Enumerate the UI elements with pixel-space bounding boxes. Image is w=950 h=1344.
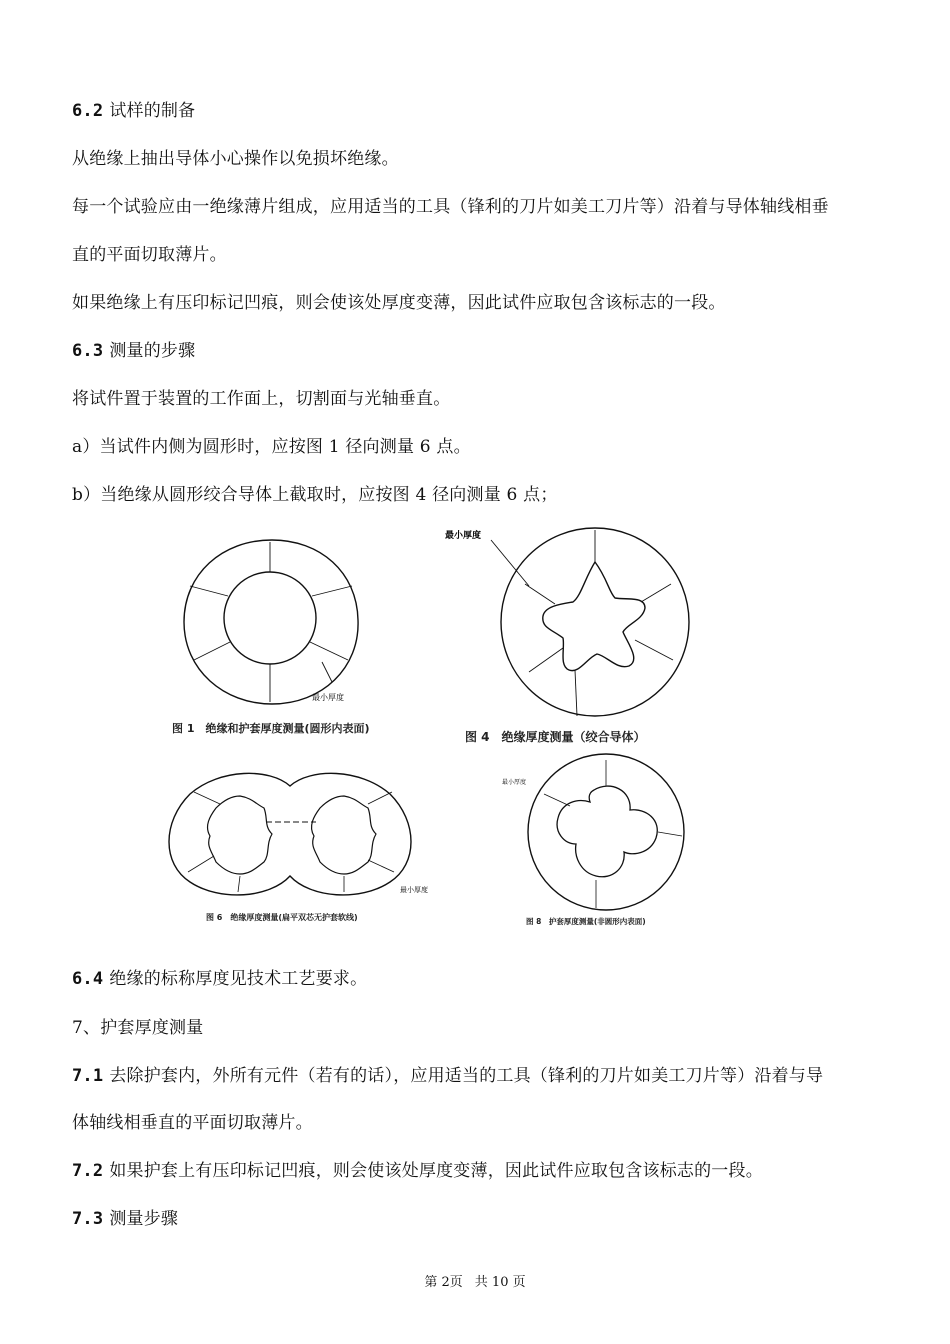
list-item-b: b）当绝缘从圆形绞合导体上截取时，应按图 4 径向测量 6 点； <box>72 485 558 505</box>
figure-8-caption: 图 8 护套厚度测量(非圆形内表面) <box>526 917 646 926</box>
section-number: 6.4 <box>72 969 104 989</box>
paragraph: 直的平面切取薄片。 <box>72 245 227 265</box>
page-number: 第 2页 <box>424 1275 463 1290</box>
section-number: 6.2 <box>72 101 104 121</box>
figure-1-diagram <box>172 532 372 717</box>
figure-6-diagram <box>160 764 428 904</box>
section-title: 测量的步骤 <box>109 341 196 361</box>
section-number: 6.3 <box>72 341 104 361</box>
min-thickness-label: 最小厚度 <box>312 693 344 702</box>
section-number: 7.3 <box>72 1209 104 1229</box>
section-number: 7.2 <box>72 1161 104 1181</box>
section-title: 绝缘的标称厚度见技术工艺要求。 <box>109 969 368 989</box>
figure-4-diagram <box>445 520 695 720</box>
paragraph-text: 如果护套上有压印标记凹痕，则会使该处厚度变薄，因此试件应取包含该标志的一段。 <box>109 1161 763 1181</box>
section-title: 试样的制备 <box>109 101 196 121</box>
paragraph: 将试件置于装置的工作面上，切割面与光轴垂直。 <box>72 389 451 409</box>
heading-7-3 <box>72 1204 178 1229</box>
list-item-a: a）当试件内侧为圆形时，应按图 1 径向测量 6 点。 <box>72 437 471 457</box>
figure-1-caption: 图 1 绝缘和护套厚度测量(圆形内表面) <box>172 722 370 735</box>
min-thickness-label: 最小厚度 <box>400 886 428 894</box>
figure-6-caption: 图 6 绝缘厚度测量(扁平双芯无护套软线) <box>206 913 358 922</box>
section-number: 7.1 <box>72 1066 104 1086</box>
heading-6-2 <box>72 96 195 121</box>
heading-6-4 <box>72 964 367 989</box>
paragraph-7-2 <box>72 1156 763 1181</box>
paragraph-7-1 <box>72 1061 823 1086</box>
heading-7: 7、护套厚度测量 <box>72 1018 204 1038</box>
figure-4-caption: 图 4 绝缘厚度测量（绞合导体） <box>465 730 646 744</box>
figure-8-diagram <box>500 758 700 908</box>
section-title: 测量步骤 <box>109 1209 179 1229</box>
min-thickness-label: 最小厚度 <box>445 531 482 541</box>
page-total: 共 10 页 <box>474 1275 526 1290</box>
heading-6-3 <box>72 336 195 361</box>
paragraph: 从绝缘上抽出导体小心操作以免损坏绝缘。 <box>72 149 399 169</box>
paragraph: 每一个试验应由一绝缘薄片组成，应用适当的工具（锋利的刀片如美工刀片等）沿着与导体轴线相垂 <box>72 197 829 217</box>
min-thickness-label: 最小厚度 <box>502 779 527 786</box>
paragraph: 如果绝缘上有压印标记凹痕，则会使该处厚度变薄，因此试件应取包含该标志的一段。 <box>72 293 726 313</box>
paragraph: 体轴线相垂直的平面切取薄片。 <box>72 1113 313 1133</box>
paragraph-text: 去除护套内，外所有元件（若有的话），应用适当的工具（锋利的刀片如美工刀片等）沿着与导 <box>109 1066 824 1086</box>
page-footer <box>0 1271 950 1290</box>
